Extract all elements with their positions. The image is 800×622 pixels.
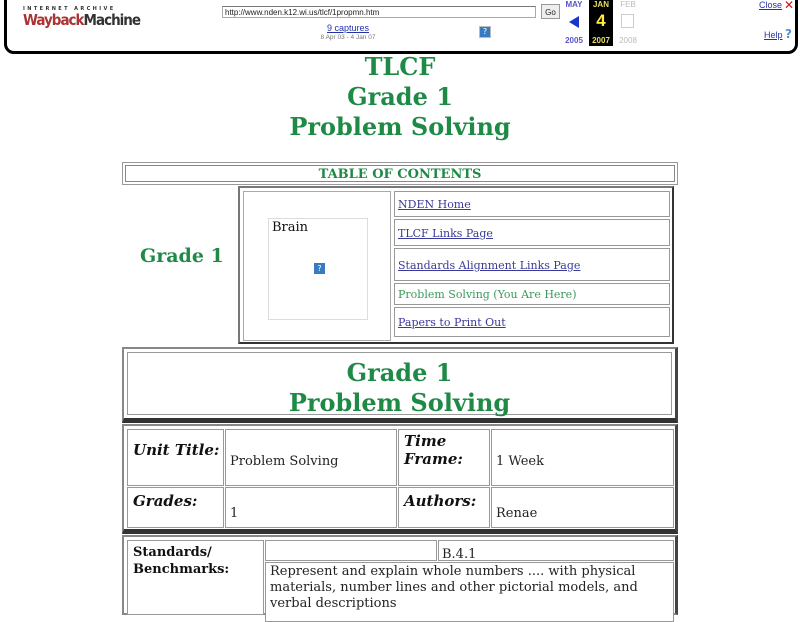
prev-year[interactable]: 2005: [565, 36, 583, 45]
toc-item-tlcf-links: [394, 219, 670, 246]
captures-info: [307, 23, 389, 41]
captures-link[interactable]: 9 captures: [326, 23, 370, 33]
wayback-logo[interactable]: [23, 6, 141, 29]
url-input[interactable]: http://www.nden.k12.wi.us/tlcf/1propmn.htm: [222, 6, 536, 18]
calendar-next: [617, 0, 639, 46]
calendar-current: [589, 0, 613, 46]
unit-heading-line-1: Grade 1: [346, 358, 453, 387]
time-frame-label-cell: [398, 429, 490, 486]
toc-header-text: TABLE OF CONTENTS: [125, 165, 675, 182]
time-frame-value-cell: [491, 429, 674, 486]
time-frame-value: 1 Week: [496, 454, 544, 469]
unit-title-label-cell: [127, 429, 224, 486]
standards-label-1: Standards/: [133, 545, 212, 560]
standards-code-cell: [438, 540, 674, 561]
standards-alignment-link[interactable]: Standards Alignment Links Page: [398, 259, 581, 272]
grades-label-cell: [127, 487, 224, 528]
papers-link[interactable]: Papers to Print Out: [398, 316, 506, 329]
unit-heading-box: [122, 347, 678, 423]
tlcf-links-link[interactable]: TLCF Links Page: [398, 227, 493, 240]
next-disabled-icon: [621, 14, 634, 28]
broken-image-icon: ?: [314, 263, 325, 274]
current-day: 4: [596, 11, 606, 30]
unit-info-table: [122, 424, 678, 534]
grades-value-cell: [225, 487, 397, 528]
toc-header: [122, 162, 678, 185]
standards-description-cell: [265, 562, 674, 622]
close-link[interactable]: Close: [759, 0, 783, 10]
standards-code: B.4.1: [442, 547, 477, 562]
next-month: FEB: [620, 0, 636, 9]
title-line-1: TLCF: [364, 52, 436, 81]
toc-item-current: [394, 283, 670, 305]
grades-label: Grades:: [133, 492, 198, 510]
toc-item-nden-home: [394, 191, 670, 217]
title-line-3: Problem Solving: [289, 112, 511, 141]
unit-title-value-cell: [225, 429, 397, 486]
page-title: [0, 52, 800, 142]
toc-table: [238, 186, 674, 344]
toc-item-standards: [394, 248, 670, 281]
unit-heading: [127, 352, 672, 415]
grades-value: 1: [230, 506, 239, 521]
time-frame-label-1: Time: [404, 432, 447, 450]
authors-value: Renae: [496, 506, 538, 521]
current-month: JAN: [592, 0, 609, 9]
broken-image-icon: ?: [479, 26, 491, 38]
logo-machine: Machine: [83, 11, 141, 29]
go-button[interactable]: Go: [541, 4, 560, 19]
help-icon[interactable]: ?: [785, 27, 792, 41]
toc-item-papers: [394, 307, 670, 337]
logo-wayback: Wayback: [23, 11, 84, 29]
help-link[interactable]: Help: [764, 30, 783, 40]
authors-value-cell: [491, 487, 674, 528]
wayback-toolbar: [4, 0, 798, 54]
image-alt-text: Brain: [272, 220, 309, 235]
authors-label: Authors:: [404, 492, 477, 510]
nden-home-link[interactable]: NDEN Home: [398, 198, 471, 211]
standards-label-cell: [127, 540, 264, 615]
title-line-2: Grade 1: [347, 82, 453, 111]
prev-arrow-icon[interactable]: [569, 16, 579, 28]
brain-image: [268, 218, 368, 320]
current-year: 2007: [592, 36, 610, 45]
time-frame-label-2: Frame:: [404, 450, 463, 468]
close-icon[interactable]: ✕: [784, 0, 795, 12]
prev-month: MAY: [565, 0, 583, 9]
unit-heading-line-2: Problem Solving: [288, 388, 511, 417]
image-cell: [243, 191, 391, 341]
current-page-label: Problem Solving (You Are Here): [398, 288, 577, 301]
grade-label: Grade 1: [140, 245, 224, 267]
standards-description: Represent and explain whole numbers .... with physical materials, number lines and other pictorial models, and verbal descriptions: [270, 564, 638, 611]
standards-table: [122, 535, 678, 615]
captures-range: 8 Apr 03 - 4 Jan 07: [320, 34, 376, 41]
authors-label-cell: [398, 487, 490, 528]
next-year: 2008: [619, 36, 637, 45]
internet-archive-label: INTERNET ARCHIVE: [23, 6, 116, 12]
standards-label-2: Benchmarks:: [133, 562, 230, 577]
unit-title-value: Problem Solving: [230, 454, 339, 469]
calendar-prev[interactable]: [563, 0, 585, 46]
standards-empty-cell: [265, 540, 437, 561]
unit-title-label: Unit Title:: [133, 441, 220, 459]
